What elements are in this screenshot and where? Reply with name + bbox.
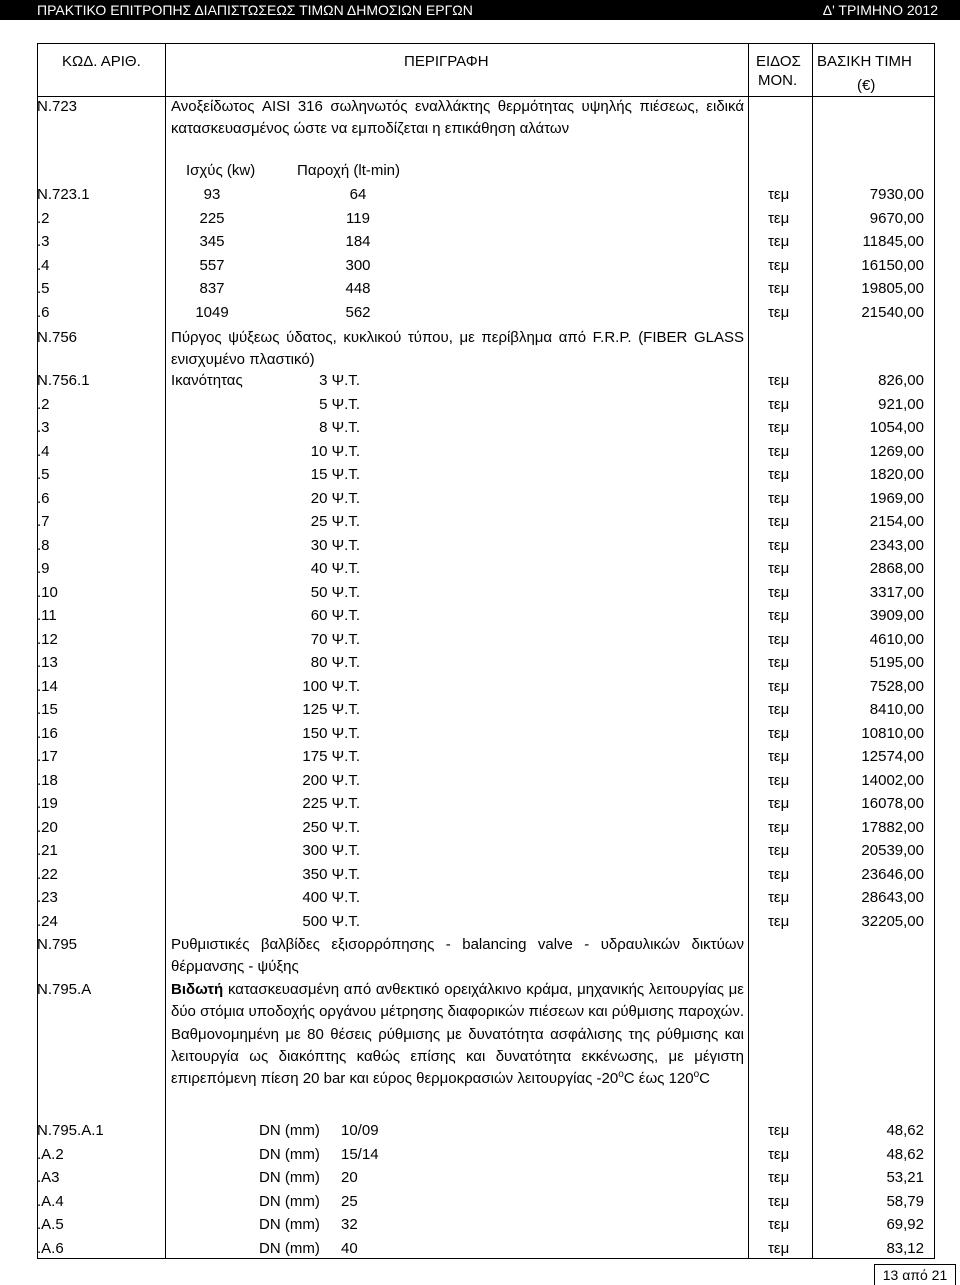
row-dn-label: DN (mm) [259, 1192, 320, 1210]
row-price: 2343,00 [869, 536, 924, 554]
row-code: .20 [37, 818, 58, 836]
row-code: Ν.795.Α.1 [37, 1122, 104, 1139]
row-price: 16150,00 [861, 256, 924, 274]
description-tail: έως 120 [638, 1070, 694, 1088]
row-dn-label: DN (mm) [259, 1122, 320, 1139]
degree-symbol: o [618, 1069, 624, 1081]
row-code: .6 [37, 489, 50, 507]
column-header-unit-line2: ΜΟΝ. [758, 72, 798, 89]
column-header-description: ΠΕΡΙΓΡΑΦΗ [404, 53, 489, 70]
row-unit: τεμ [768, 724, 790, 742]
group-code: Ν.756 [37, 329, 78, 346]
row-price: 7528,00 [869, 677, 924, 695]
group-description: Πύργος ψύξεως ύδατος, κυκλικού τύπου, με περίβλημα από F.R.P. (FIBER GLASS ενισχυμένο πλαστικό) [171, 329, 744, 369]
subheader-power: Ισχύς (kw) [186, 162, 256, 179]
row-power: 345 [199, 233, 225, 250]
row-code: .24 [37, 912, 58, 930]
row-capacity: 300 Ψ.Τ. [302, 842, 360, 859]
row-dn-label: DN (mm) [259, 1169, 320, 1186]
row-unit: τεμ [768, 771, 790, 789]
row-flow: 64 [349, 186, 367, 203]
row-unit: τεμ [768, 654, 790, 671]
row-unit: τεμ [768, 560, 790, 577]
row-price: 14002,00 [861, 771, 924, 789]
row-dn-label: DN (mm) [259, 1145, 320, 1163]
row-capacity: 60 Ψ.Τ. [310, 607, 360, 624]
row-price: 3909,00 [869, 607, 924, 624]
row-code: .7 [37, 513, 50, 530]
row-unit: τεμ [768, 795, 790, 812]
row-capacity: 100 Ψ.Τ. [302, 677, 360, 695]
row-code: .4 [37, 442, 50, 460]
subheader-flow: Παροχή (lt-min) [297, 162, 401, 179]
row-unit: τεμ [768, 865, 790, 883]
row-code: .4 [37, 256, 50, 274]
row-price: 2154,00 [869, 513, 924, 530]
row-code: .Α.4 [37, 1192, 64, 1210]
row-unit: τεμ [768, 256, 790, 274]
row-code: .14 [37, 677, 58, 695]
row-price: 53,21 [886, 1169, 924, 1186]
temperature-unit: C [623, 1070, 639, 1088]
row-dn: 32 [341, 1216, 358, 1233]
group-code: Ν.723 [37, 98, 78, 115]
row-price: 20539,00 [861, 842, 924, 859]
degree-symbol: o [693, 1069, 700, 1081]
row-unit: τεμ [768, 1216, 790, 1233]
row-unit: τεμ [768, 1122, 790, 1139]
row-unit: τεμ [768, 209, 790, 227]
row-price: 2868,00 [869, 560, 924, 577]
row-unit: τεμ [768, 630, 790, 648]
row-unit: τεμ [768, 536, 790, 554]
row-price: 28643,00 [861, 889, 924, 906]
group-description: Ρυθμιστικές βαλβίδες εξισορρόπησης - balancing valve - υδραυλικών δικτύων θέρμανσης - ψύξης [171, 936, 744, 976]
row-unit: τεμ [768, 1169, 790, 1186]
row-unit: τεμ [768, 818, 790, 836]
row-capacity: 350 Ψ.Τ. [302, 865, 360, 883]
column-header-code: ΚΩΔ. ΑΡΙΘ. [62, 53, 141, 70]
row-capacity: 150 Ψ.Τ. [302, 724, 360, 742]
row-price: 11845,00 [862, 233, 924, 250]
row-dn: 40 [341, 1239, 358, 1257]
row-dn: 25 [341, 1192, 358, 1210]
page-number: 13 από 21 [874, 1264, 956, 1285]
row-code: .Α.2 [37, 1145, 64, 1163]
row-code: .22 [37, 865, 58, 883]
row-unit: τεμ [768, 583, 790, 601]
row-unit: τεμ [768, 1239, 790, 1257]
row-price: 1054,00 [869, 419, 924, 436]
row-unit: τεμ [768, 677, 790, 695]
row-unit: τεμ [768, 280, 790, 297]
row-capacity: 15 Ψ.Τ. [310, 466, 360, 483]
column-divider [748, 44, 749, 1258]
column-header-price-currency: (€) [857, 77, 876, 94]
row-code: .18 [37, 771, 58, 789]
row-code: Ν.723.1 [37, 186, 90, 203]
column-header-unit: ΕΙΔΟΣ [756, 53, 801, 70]
row-capacity: 40 Ψ.Τ. [310, 560, 360, 577]
row-unit: τεμ [768, 842, 790, 859]
row-price: 3317,00 [869, 583, 924, 601]
row-flow: 184 [345, 233, 371, 250]
row-code: .23 [37, 889, 58, 906]
row-unit: τεμ [768, 466, 790, 483]
row-code: .12 [37, 630, 58, 648]
row-price: 83,12 [886, 1239, 924, 1257]
row-capacity: 250 Ψ.Τ. [302, 818, 360, 836]
row-unit: τεμ [768, 303, 790, 321]
capacity-label: Ικανότητας [171, 372, 243, 389]
row-price: 7930,00 [869, 186, 924, 203]
row-unit: τεμ [768, 442, 790, 460]
row-dn-label: DN (mm) [259, 1216, 320, 1233]
page-header [0, 0, 960, 20]
row-capacity: 10 Ψ.Τ. [310, 442, 360, 460]
row-code: .15 [37, 701, 58, 718]
row-price: 16078,00 [861, 795, 924, 812]
row-code: .6 [37, 303, 50, 321]
column-header-price: ΒΑΣΙΚΗ ΤΙΜΗ [817, 53, 912, 70]
row-price: 921,00 [878, 395, 924, 413]
group-description [171, 979, 744, 1090]
row-power: 837 [199, 280, 225, 297]
document-period: Δ' ΤΡΙΜΗΝΟ 2012 [822, 2, 938, 18]
row-capacity: 5 Ψ.Τ. [319, 395, 360, 413]
row-unit: τεμ [768, 607, 790, 624]
row-code: .11 [37, 607, 57, 624]
column-divider [812, 44, 813, 1258]
row-price: 8410,00 [869, 701, 924, 718]
row-power: 1049 [195, 303, 229, 321]
row-capacity: 200 Ψ.Τ. [302, 771, 360, 789]
row-capacity: 20 Ψ.Τ. [310, 489, 360, 507]
row-power: 225 [199, 209, 225, 227]
row-code: .5 [37, 280, 50, 297]
row-unit: τεμ [768, 372, 790, 389]
row-price: 69,92 [886, 1216, 924, 1233]
row-power: 557 [199, 256, 225, 274]
row-unit: τεμ [768, 1145, 790, 1163]
row-capacity: 400 Ψ.Τ. [302, 889, 360, 906]
row-unit: τεμ [768, 489, 790, 507]
row-dn-label: DN (mm) [259, 1239, 320, 1257]
row-price: 9670,00 [869, 209, 924, 227]
row-price: 1969,00 [869, 489, 924, 507]
temperature-unit: C [699, 1070, 711, 1088]
row-code: .16 [37, 724, 58, 742]
row-price: 5195,00 [869, 654, 924, 671]
row-dn: 10/09 [341, 1122, 379, 1139]
row-unit: τεμ [768, 701, 790, 718]
row-capacity: 225 Ψ.Τ. [302, 795, 360, 812]
row-price: 10810,00 [861, 724, 924, 742]
row-price: 1269,00 [869, 442, 924, 460]
row-unit: τεμ [768, 186, 790, 203]
row-flow: 448 [345, 280, 371, 297]
row-code: Ν.756.1 [37, 372, 90, 389]
column-divider [165, 44, 166, 1258]
row-capacity: 25 Ψ.Τ. [310, 513, 360, 530]
row-price: 19805,00 [861, 280, 924, 297]
row-unit: τεμ [768, 912, 790, 930]
row-code: .9 [37, 560, 50, 577]
row-price: 58,79 [886, 1192, 924, 1210]
row-capacity: 125 Ψ.Τ. [302, 701, 360, 718]
row-code: .2 [37, 395, 50, 413]
row-price: 826,00 [878, 372, 924, 389]
row-unit: τεμ [768, 513, 790, 530]
row-price: 32205,00 [861, 912, 924, 930]
row-code: .5 [37, 466, 50, 483]
row-price: 23646,00 [861, 865, 924, 883]
row-power: 93 [203, 186, 221, 203]
row-code: .3 [37, 233, 50, 250]
row-unit: τεμ [768, 419, 790, 436]
row-code: .19 [37, 795, 58, 812]
row-dn: 15/14 [341, 1145, 379, 1163]
group-code: Ν.795.Α [37, 981, 92, 998]
row-price: 1820,00 [869, 466, 924, 483]
row-flow: 300 [345, 256, 371, 274]
row-capacity: 8 Ψ.Τ. [319, 419, 360, 436]
row-price: 4610,00 [869, 630, 924, 648]
row-price: 12574,00 [861, 748, 924, 765]
row-capacity: 50 Ψ.Τ. [310, 583, 360, 601]
row-unit: τεμ [768, 748, 790, 765]
description-main: κατασκευασμένη από ανθεκτικό ορειχάλκινο κράμα, μηχανικής λειτουργίας με δύο στόμια υποδοχής οργάνου μέτρησης διαφορικών πιέσεων και ρύθμισης παροχών. Βαθμονομημένη με 80 θέσεις ρύθμισης με δυνατότητα ασφάλισης της ρύθμισης και λειτουργία ως διακόπτης καθώς επίσης και δυνατότητα εκκένωσης, με μέγιστη επιρεπόμενη πίεση 20 bar και εύρος θερμοκρασιών λειτουργίας -20 [171, 981, 744, 1088]
row-price: 48,62 [886, 1145, 924, 1163]
row-code: .Α.5 [37, 1216, 64, 1233]
row-unit: τεμ [768, 1192, 790, 1210]
row-unit: τεμ [768, 395, 790, 413]
row-code: .10 [37, 583, 58, 601]
row-code: .13 [37, 654, 58, 671]
row-code: .8 [37, 536, 50, 554]
row-capacity: 80 Ψ.Τ. [310, 654, 360, 671]
row-price: 48,62 [886, 1122, 924, 1139]
row-unit: τεμ [768, 233, 790, 250]
row-capacity: 175 Ψ.Τ. [302, 748, 360, 765]
row-code: .Α.6 [37, 1239, 64, 1257]
document-title: ΠΡΑΚΤΙΚΟ ΕΠΙΤΡΟΠΗΣ ΔΙΑΠΙΣΤΩΣΕΩΣ ΤΙΜΩΝ ΔΗΜΟΣΙΩΝ ΕΡΓΩΝ [37, 2, 473, 18]
row-code: .17 [37, 748, 58, 765]
row-capacity: 3 Ψ.Τ. [319, 372, 360, 389]
row-code: .3 [37, 419, 50, 436]
row-price: 21540,00 [861, 303, 924, 321]
row-capacity: 500 Ψ.Τ. [302, 912, 360, 930]
row-dn: 20 [341, 1169, 358, 1186]
row-capacity: 70 Ψ.Τ. [310, 630, 360, 648]
row-code: .Α3 [37, 1169, 60, 1186]
group-code: Ν.795 [37, 936, 78, 953]
row-capacity: 30 Ψ.Τ. [310, 536, 360, 554]
row-code: .2 [37, 209, 50, 227]
row-flow: 562 [345, 303, 371, 321]
row-code: .21 [37, 842, 58, 859]
row-price: 17882,00 [861, 818, 924, 836]
row-unit: τεμ [768, 889, 790, 906]
group-description: Ανοξείδωτος AISI 316 σωληνωτός εναλλάκτης θερμότητας υψηλής πιέσεως, ειδικά κατασκευασμένος ώστε να εμποδίζεται η επικάθηση αλάτων [171, 98, 744, 138]
description-emphasis: Βιδωτή [171, 981, 224, 998]
row-flow: 119 [346, 209, 370, 227]
